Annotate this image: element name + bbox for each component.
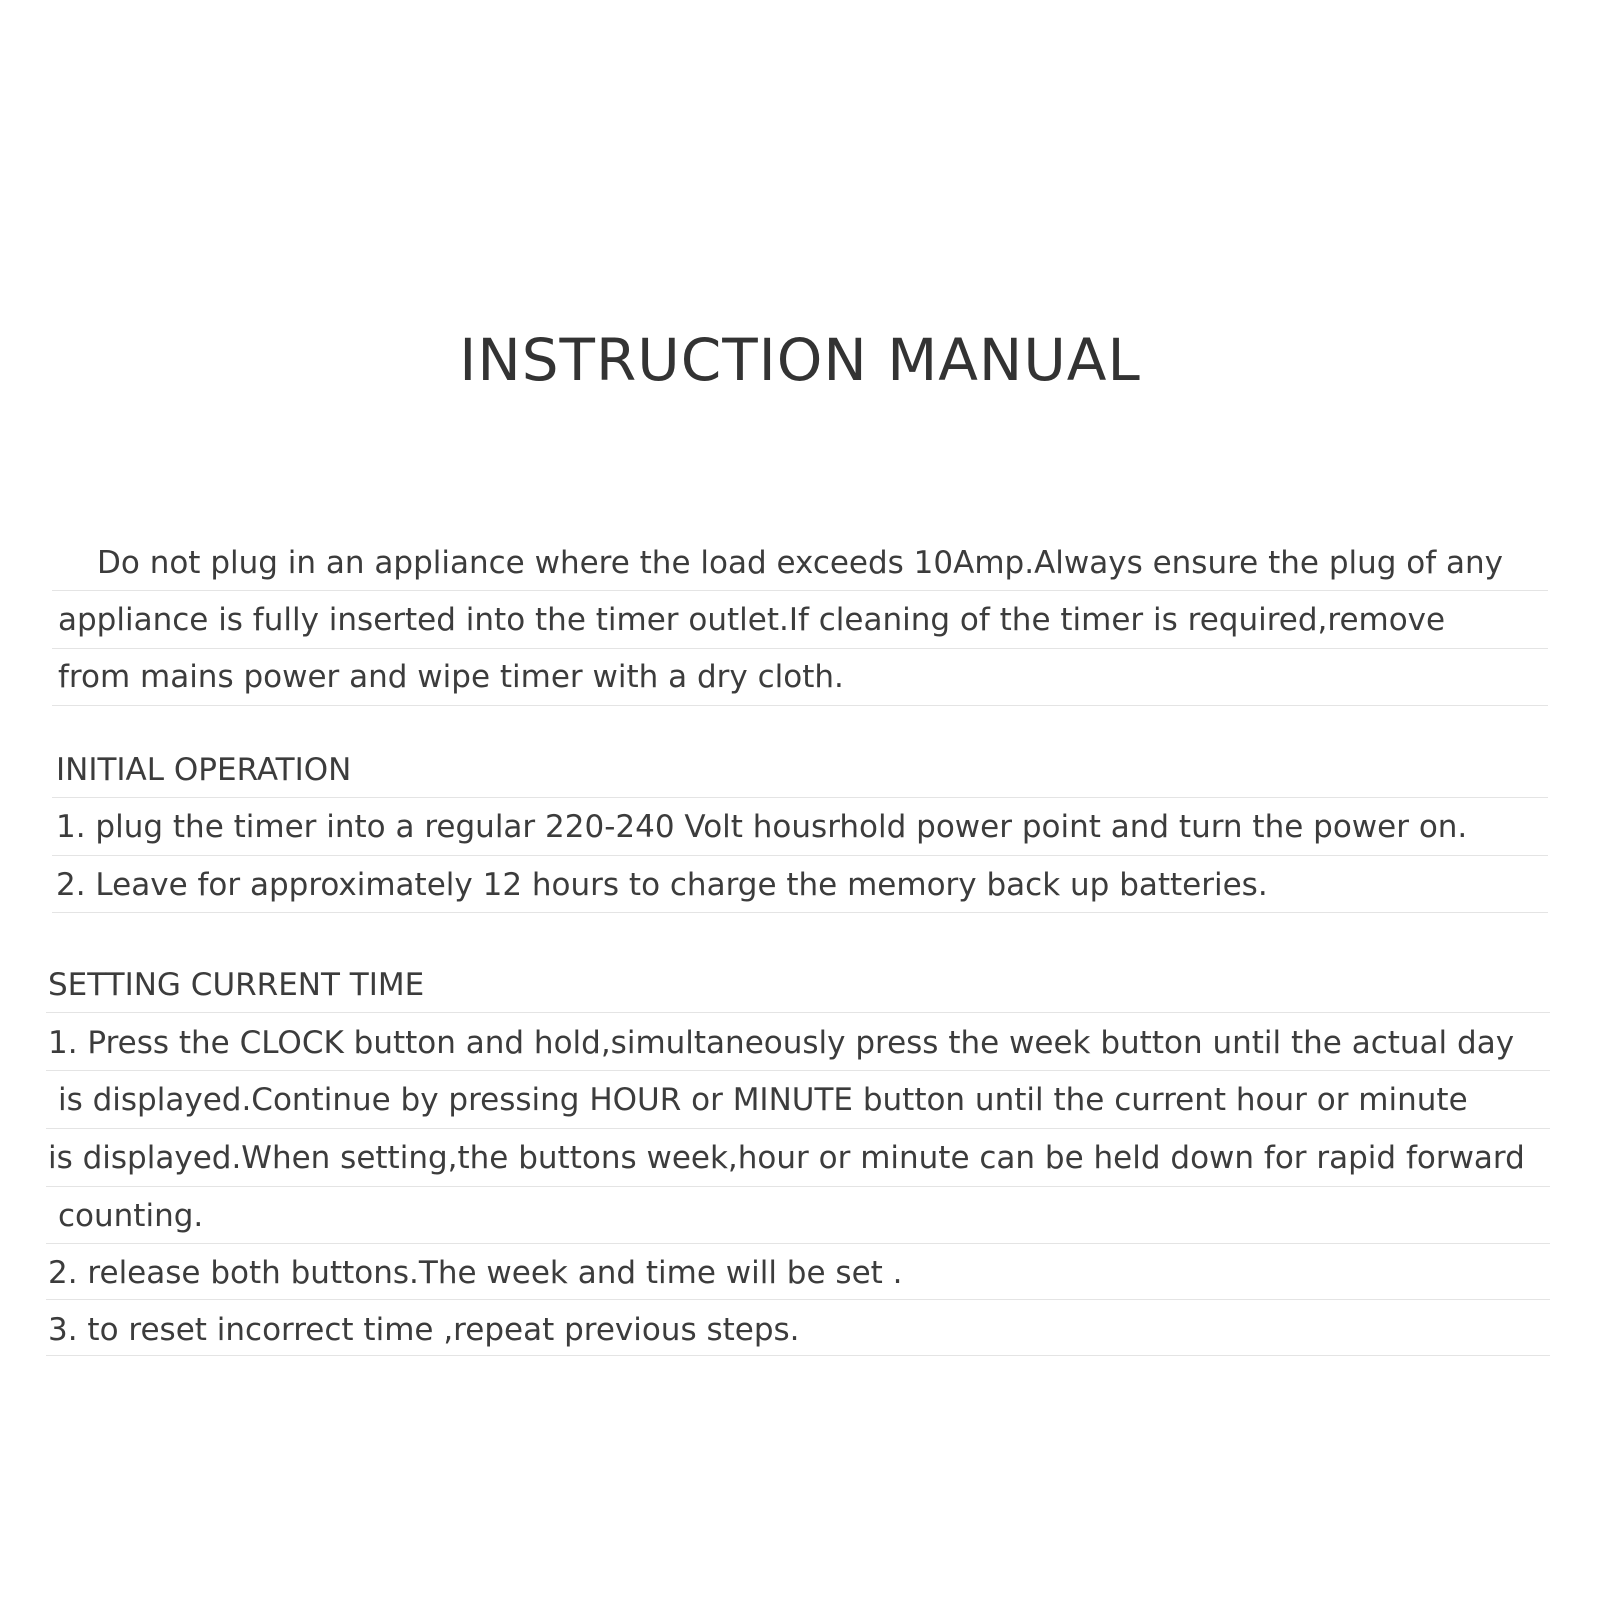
setting-time-step-2: 2. release both buttons.The week and time will be set . xyxy=(48,1255,903,1291)
divider xyxy=(46,1186,1550,1187)
divider xyxy=(52,855,1548,856)
divider xyxy=(46,1299,1550,1300)
divider xyxy=(46,1355,1550,1356)
intro-line-1: Do not plug in an appliance where the load exceeds 10Amp.Always ensure the plug of any xyxy=(97,545,1504,581)
setting-time-line-4: counting. xyxy=(58,1198,204,1234)
setting-time-line-1: 1. Press the CLOCK button and hold,simultaneously press the week button until the actual day xyxy=(48,1025,1515,1061)
setting-time-line-2: is displayed.Continue by pressing HOUR or MINUTE button until the current hour or minute xyxy=(58,1082,1468,1118)
divider xyxy=(46,1243,1550,1244)
section-heading-initial-operation: INITIAL OPERATION xyxy=(56,752,352,788)
page-title: INSTRUCTION MANUAL xyxy=(459,326,1141,394)
section-heading-setting-current-time: SETTING CURRENT TIME xyxy=(48,967,425,1003)
setting-time-line-3: is displayed.When setting,the buttons week,hour or minute can be held down for rapid forward xyxy=(48,1140,1525,1176)
divider xyxy=(46,1070,1550,1071)
setting-time-step-3: 3. to reset incorrect time ,repeat previous steps. xyxy=(48,1312,800,1348)
intro-line-2: appliance is fully inserted into the timer outlet.If cleaning of the timer is required,remove xyxy=(58,602,1446,638)
divider xyxy=(46,1012,1550,1013)
divider xyxy=(52,648,1548,649)
divider xyxy=(46,1128,1550,1129)
initial-operation-step-2: 2. Leave for approximately 12 hours to charge the memory back up batteries. xyxy=(56,867,1268,903)
divider xyxy=(52,912,1548,913)
divider xyxy=(52,797,1548,798)
divider xyxy=(52,590,1548,591)
intro-line-3: from mains power and wipe timer with a dry cloth. xyxy=(58,659,844,695)
initial-operation-step-1: 1. plug the timer into a regular 220-240 Volt housrhold power point and turn the power on. xyxy=(56,809,1468,845)
divider xyxy=(52,705,1548,706)
